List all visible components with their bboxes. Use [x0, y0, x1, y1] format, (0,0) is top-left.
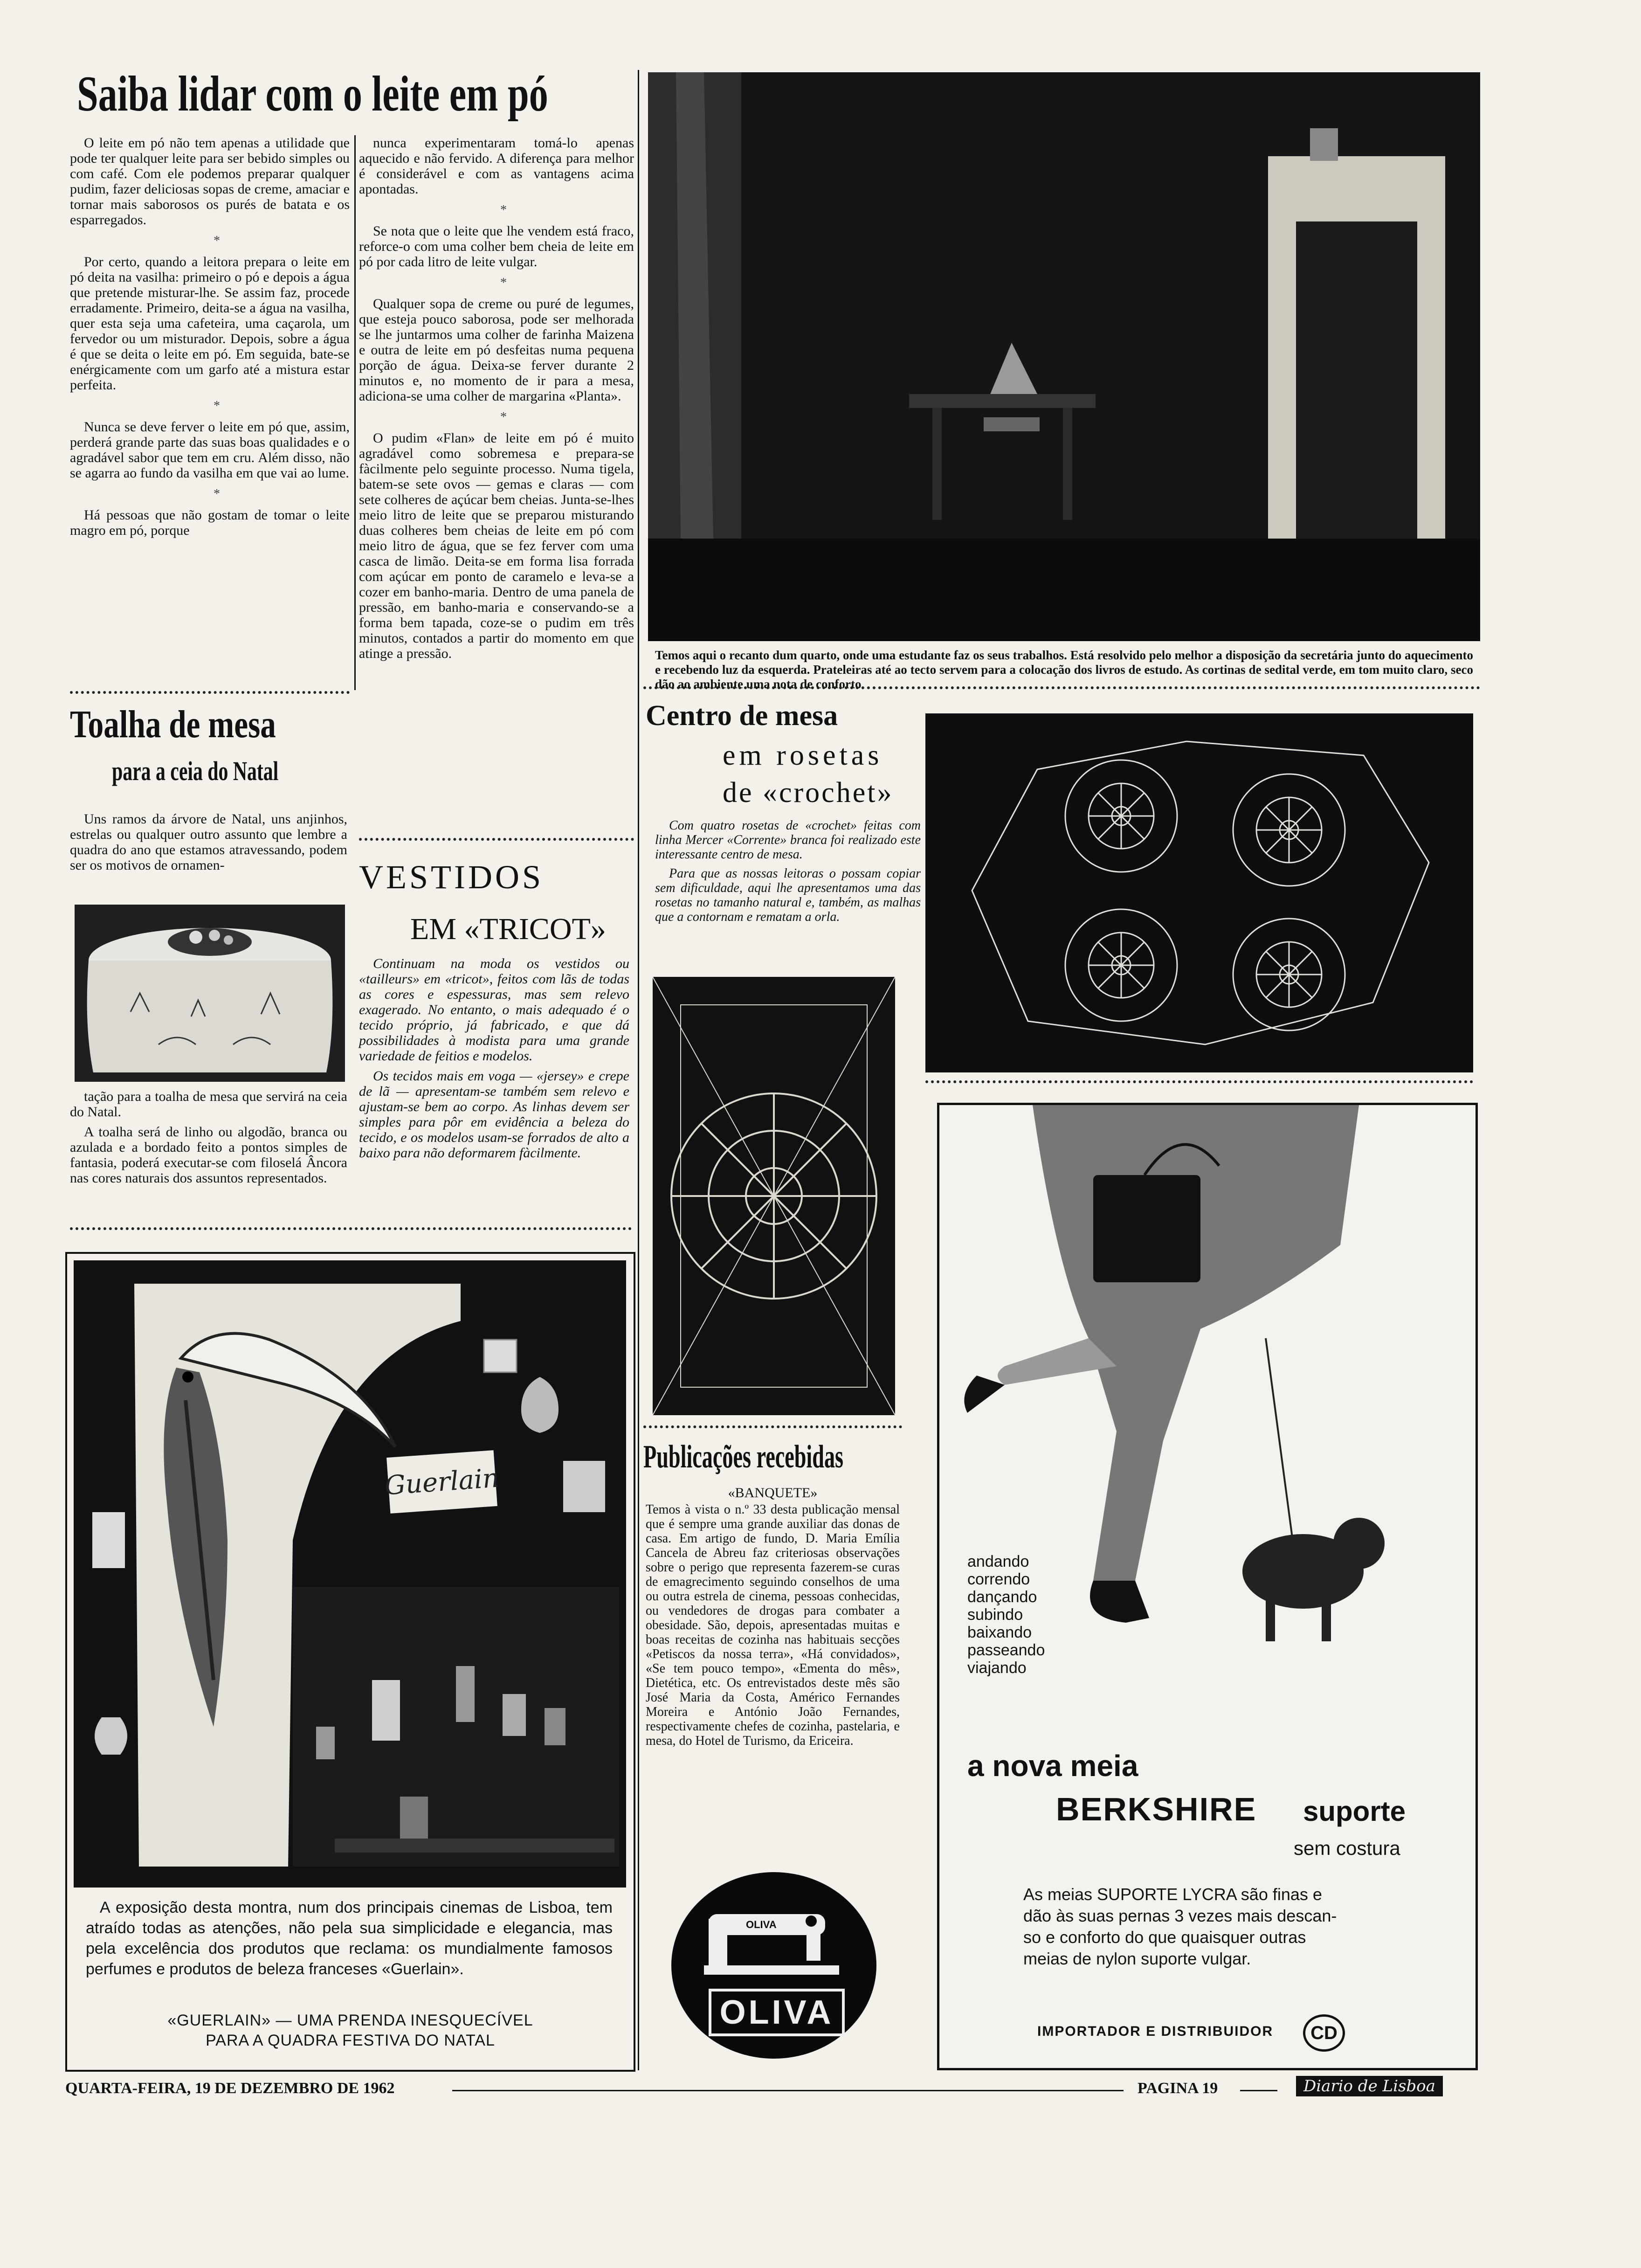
headline-crochet-2: em rosetas — [723, 740, 883, 771]
berkshire-action: andando — [967, 1553, 1029, 1570]
berkshire-actions — [967, 1553, 1045, 1677]
footer-date: QUARTA-FEIRA, 19 DE DEZEMBRO DE 1962 — [65, 2080, 395, 2097]
column-rule — [354, 135, 356, 690]
leite-paragraph: nunca experimentaram tomá-lo apenas aquecido e não fervido. A diferença para melhor é considerável e com as vantagens acima apontadas. — [359, 135, 634, 197]
berkshire-headline-2: BERKSHIRE — [1056, 1791, 1257, 1827]
column-rule — [638, 70, 639, 2070]
leite-column-2 — [359, 135, 634, 666]
leite-paragraph: Nunca se deve ferver o leite em pó que, assim, perderá grande parte das suas boas qualidades e o agradável sabor que tem em cru. Além disso, não se agarra ao fundo da vasilha em que vai ao lume. — [70, 419, 350, 481]
toalha-text-bottom — [70, 1089, 347, 1190]
guerlain-tagline-1: «GUERLAIN» — UMA PRENDA INESQUECÍVEL — [167, 2012, 533, 2029]
crochet-text — [655, 818, 921, 929]
separator-asterisk: * — [500, 410, 507, 424]
leite-paragraph: O pudim «Flan» de leite em pó é muito agradável como sobremesa e prepara-se fàcilmente pelo seguinte processo. Numa tigela, batem-se sete ovos — gemas e claras — com sete colheres de açúcar bem cheias. Junta-se-lhes meio litro de leite que se preparou misturando duas colheres bem cheias de leite em pó com meio litro de água, que se fez ferver com uma casca de limão. Deita-se em forma lisa forrada com açúcar em ponto de caramelo e leva-se a cozer em banho-maria. Dentro de uma panela de pressão, em banho-maria e conservando-se a forma bem tapada, coze-se o pudim em três minutos, contados a partir do momento em que atinge a pressão. — [359, 430, 634, 661]
leite-paragraph: Há pessoas que não gostam de tomar o leite magro em pó, porque — [70, 507, 350, 538]
headline-vestidos-2: EM «TRICOT» — [410, 912, 606, 946]
divider — [643, 681, 1480, 689]
berkshire-headline-4: sem costura — [1294, 1837, 1400, 1859]
headline-vestidos-1: VESTIDOS — [359, 858, 544, 896]
footer-page: PAGINA 19 — [1138, 2080, 1218, 2097]
berkshire-action: passeando — [967, 1641, 1045, 1659]
berkshire-action: subindo — [967, 1606, 1023, 1624]
oliva-small-label: OLIVA — [746, 1919, 777, 1930]
guerlain-advert — [65, 1252, 635, 2072]
tablecloth-photo — [75, 905, 345, 1082]
berkshire-advert — [937, 1103, 1478, 2070]
headline-publicacoes: Publicações recebidas — [643, 1439, 844, 1475]
crochet-paragraph: Com quatro rosetas de «crochet» feitas com linha Mercer «Corrente» branca foi realizado este interessante centro de mesa. — [655, 818, 921, 862]
separator-asterisk: * — [214, 234, 220, 248]
sewing-machine-icon — [704, 1900, 844, 1979]
publicacoes-text: Temos à vista o n.º 33 desta publicação mensal que é sempre uma grande auxiliar das donas de casa. Em artigo de fundo, D. Maria Emília Cancela de Abreu faz criteriosas observações sobre o perigo que representa fazerem-se curas de emagrecimento seguindo conselhos de uma ou outra estrela de cinema, pessoas conhecidas, ou vendedores de drogas para combater a obesidade. São, depois, apresentadas muitas e boas receitas de cozinha nas habituais secções «Petiscos da nossa terra», «Há convidados», «Se tem pouco tempo», «Ementa do mês», Dietética, etc. Os entrevistados deste mês são José Maria da Costa, Américo Fernandes Moreira e António João Fernandes, respectivamente chefes de cozinha, pastelaria, e mesa, do Hotel de Turismo, da Ericeira. — [646, 1502, 900, 1748]
leite-paragraph: O leite em pó não tem apenas a utilidade que pode ter qualquer leite para ser bebido simples ou com café. Com ele podemos preparar qualquer pudim, fazer deliciosas sopas de creme, amaciar e tornar mais saborosos os purés de batata e os esparregados. — [70, 135, 350, 228]
headline-toalha: Toalha de mesa — [70, 703, 276, 746]
headline-crochet-1: Centro de mesa — [646, 700, 838, 732]
berkshire-action: dançando — [967, 1588, 1037, 1606]
guerlain-logo: Guerlain — [384, 1462, 500, 1501]
divider — [70, 685, 350, 694]
berkshire-body — [1023, 1884, 1434, 1970]
berkshire-body-line: meias de nylon suporte vulgar. — [1023, 1949, 1251, 1968]
oliva-advert — [653, 1872, 895, 2059]
vestidos-text — [359, 956, 629, 1165]
separator-asterisk: * — [500, 276, 507, 290]
divider — [359, 832, 634, 841]
separator-asterisk: * — [214, 487, 220, 501]
subheadline-toalha: para a ceia do Natal — [112, 756, 279, 786]
guerlain-caption: A exposição desta montra, num dos principais cinemas de Lisboa, tem atraído todas as atenções, não pela sua simplicidade e elegancia, mas pela excelência dos produtos que reclama: os mundialmente famosos perfumes e produtos de beleza franceses «Guerlain». — [86, 1899, 613, 1978]
vestidos-paragraph: Os tecidos mais em voga — «jersey» e crepe de lã — apresentam-se também sem relevo e ajustam-se bem ao corpo. As linhas devem ser simples para pôr em evidência a beleza do tecido, e os modelos usam-se forrados de alto a baixo para não deformarem fàcilmente. — [359, 1068, 629, 1161]
toalha-paragraph: A toalha será de linho ou algodão, branca ou azulada e a bordado feito a pontos simples de fantasia, poderá executar-se com filoselá Âncora nas cores naturais dos assuntos representados. — [70, 1124, 347, 1186]
footer-rule — [452, 2090, 1124, 2091]
toalha-text-top — [70, 811, 347, 878]
leite-paragraph: Qualquer sopa de creme ou puré de legumes, que esteja pouco saborosa, pode ser melhorada se lhe juntarmos uma colher de farinha Maizena e outra de leite em pó desfeitas numa pequena porção de água. Deixa-se ferver durante 2 minutos e, no momento de ir para a mesa, adiciona-se uma colher de margarina «Planta». — [359, 296, 634, 404]
crochet-paragraph: Para que as nossas leitoras o possam copiar sem dificuldade, aqui lhe apresentamos uma das rosetas no tamanho natural e, também, as malhas que a contornam e rematam a orla. — [655, 866, 921, 924]
headline-leite: Saiba lidar com o leite em pó — [77, 66, 548, 122]
vestidos-paragraph: Continuam na moda os vestidos ou «tailleurs» em «tricot», feitos com lãs de todas as cores e espessuras, mas sem relevo exagerado. No entanto, o mais adequado é o tecido próprio, já fabricado, e que dá possibilidades à modista para uma grande variedade de feitios e modelos. — [359, 956, 629, 1064]
footer-rule — [1240, 2090, 1277, 2091]
study-room-caption: Temos aqui o recanto dum quarto, onde uma estudante faz os seus trabalhos. Está resolvido pelo melhor a disposição da secretária junto do aquecimento e recebendo luz da esquerda. Prateleiras até ao tecto servem para a colocação dos livros de estudo. As cortinas de sedital verde, em tom muito claro, seco dão ao ambiente uma nota de conforto — [655, 648, 1473, 691]
oliva-logo-circle — [671, 1872, 876, 2059]
berkshire-headline-3: suporte — [1303, 1796, 1406, 1827]
study-room-photo — [648, 72, 1480, 641]
berkshire-body-line: dão às suas pernas 3 vezes mais descan- — [1023, 1906, 1337, 1925]
guerlain-window-photo — [74, 1260, 626, 1888]
headline-crochet-3: de «crochet» — [723, 777, 894, 809]
separator-asterisk: * — [500, 203, 507, 217]
toalha-paragraph: Uns ramos da árvore de Natal, uns anjinhos, estrelas ou qualquer outro assunto que lembre a quadra do ano que estamos atravessando, podem ser os motivos de ornamen- — [70, 811, 347, 873]
divider — [643, 1420, 902, 1428]
crochet-rosette-photo — [653, 977, 895, 1415]
berkshire-body-line: so e conforto do que quaisquer outras — [1023, 1928, 1306, 1947]
guerlain-tagline-2: PARA A QUADRA FESTIVA DO NATAL — [206, 2032, 495, 2049]
leite-column-1 — [70, 135, 350, 543]
berkshire-action: correndo — [967, 1570, 1030, 1588]
leite-paragraph: Por certo, quando a leitora prepara o leite em pó deita na vasilha: primeiro o pó e depois a água que pretende misturar-lhe. Se assim faz, procede erradamente. Primeiro, deita-se a água na vasilha, quer esta seja uma cafeteira, uma caçarola, um fervedor ou um misturador. Depois, sobre a água é que se deita o leite em pó. Em seguida, bate-se enérgicamente com um garfo até a mistura estar perfeita. — [70, 254, 350, 393]
separator-asterisk: * — [214, 399, 220, 413]
publicacoes-subtitle: «BANQUETE» — [728, 1485, 818, 1500]
leite-paragraph: Se nota que o leite que lhe vendem está fraco, reforce-o com uma colher bem cheia de leite em pó por cada litro de leite vulgar. — [359, 223, 634, 270]
berkshire-headline-1: a nova meia — [967, 1749, 1138, 1783]
cd-logo: CD — [1303, 2014, 1345, 2052]
berkshire-action: baixando — [967, 1624, 1032, 1641]
divider — [925, 1075, 1473, 1083]
berkshire-importer: IMPORTADOR E DISTRIBUIDOR — [1037, 2024, 1274, 2039]
crochet-centerpiece-photo — [925, 713, 1473, 1072]
toalha-paragraph: tação para a toalha de mesa que servirá na ceia do Natal. — [70, 1089, 347, 1120]
berkshire-action: viajando — [967, 1659, 1027, 1677]
masthead: Diario de Lisboa — [1296, 2076, 1443, 2096]
berkshire-body-line: As meias SUPORTE LYCRA são finas e — [1023, 1885, 1322, 1904]
divider — [70, 1222, 632, 1230]
guerlain-logo-card — [384, 1450, 500, 1514]
oliva-brand-box: OLIVA — [709, 1989, 845, 2036]
